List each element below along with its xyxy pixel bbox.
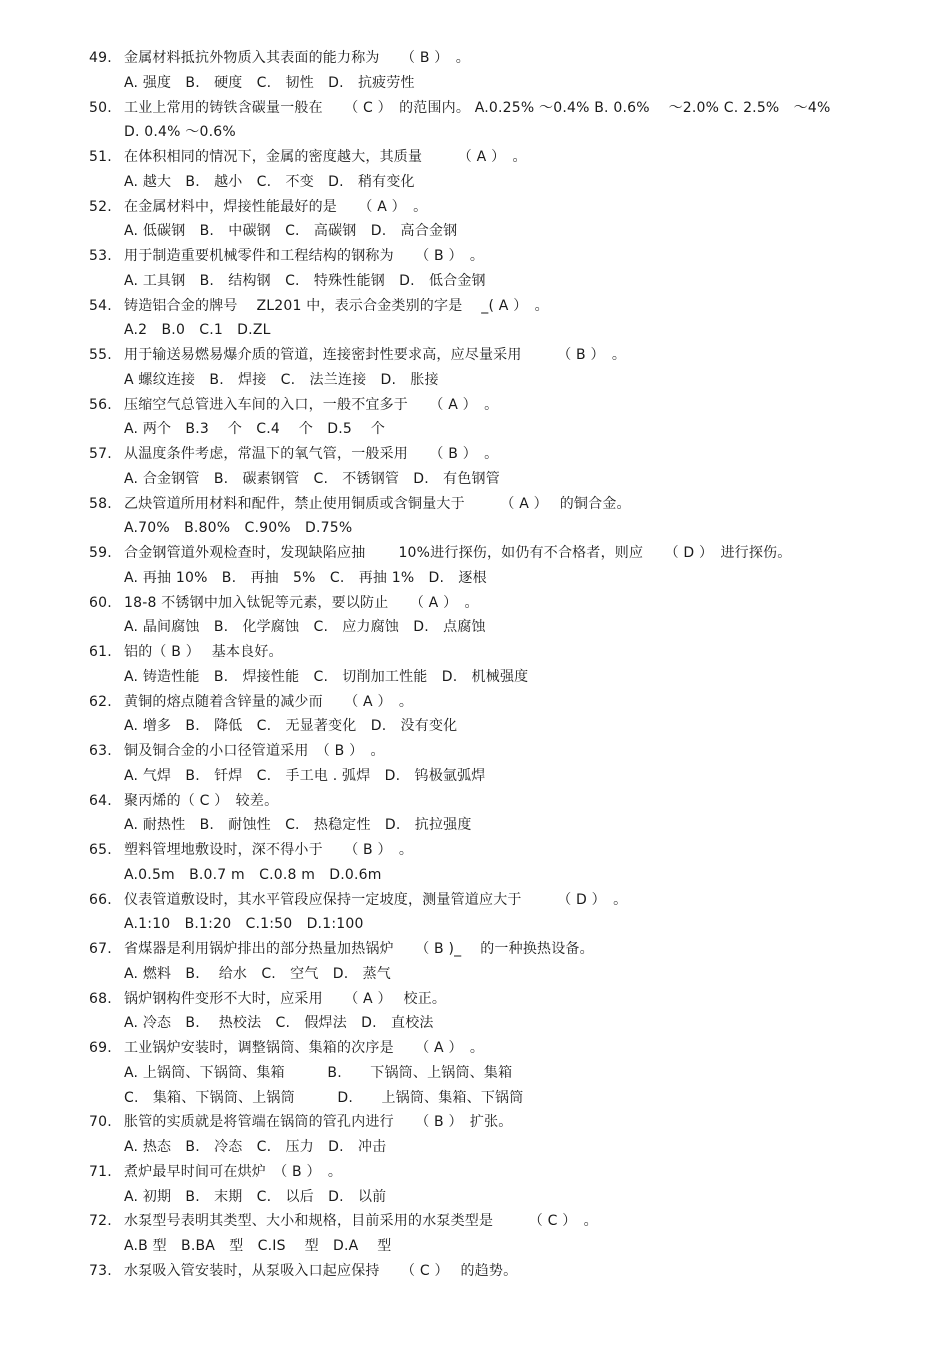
question-item (0, 294, 950, 344)
answer-options: A. 低碳钢 B. 中碳钢 C. 高碳钢 D. 高合金钢 (124, 223, 458, 240)
question-item (0, 937, 950, 987)
question-number: 52. (89, 198, 112, 215)
answer-options-line (0, 615, 950, 640)
question-text: 用于输送易燃易爆介质的管道，连接密封性要求高，应尽量采用 （ B ） 。 (124, 347, 627, 363)
answer-options: C. 集箱、下锅筒、上锅筒 D. 上锅筒、集箱、下锅筒 (124, 1089, 524, 1106)
question-stem-line (0, 343, 950, 368)
question-stem-line (0, 640, 950, 665)
question-number: 50. (89, 99, 112, 116)
question-text: 胀管的实质就是将管端在锅筒的管孔内进行 （ B ） 扩张。 (124, 1114, 513, 1131)
question-text: 金属材料抵抗外物质入其表面的能力称为 （ B ） 。 (124, 50, 470, 66)
question-text: 合金钢管道外观检查时，发现缺陷应抽 10%进行探伤，如仍有不合格者，则应 （ D ） 进行探伤。 (124, 545, 792, 561)
answer-options-line (0, 1185, 950, 1210)
question-text: 工业上常用的铸铁含碳量一般在 （ C ） 的范围内。 A.0.25% ～0.4% B. 0.6% ～2.0% C. 2.5% ～4% (124, 99, 831, 116)
question-text: 在金属材料中，焊接性能最好的是 （ A ） 。 (124, 198, 428, 215)
question-stem-line (0, 1259, 950, 1284)
question-item (0, 888, 950, 938)
answer-options-line (0, 71, 950, 96)
question-text: 铝的（ B ） 基本良好。 (124, 644, 283, 660)
question-number: 57. (89, 446, 112, 462)
question-number: 73. (89, 1262, 112, 1279)
answer-options: A. 强度 B. 硬度 C. 韧性 D. 抗疲劳性 (124, 74, 415, 91)
question-text: 乙炔管道所用材料和配件，禁止使用铜质或含铜量大于 （ A ） 的铜合金。 (124, 495, 631, 512)
answer-options: A. 热态 B. 冷态 C. 压力 D. 冲击 (124, 1139, 387, 1155)
question-text: 铸造铝合金的牌号 ZL201 中，表示合金类别的字是 _( A ） 。 (124, 297, 549, 314)
answer-options: A. 晶间腐蚀 B. 化学腐蚀 C. 应力腐蚀 D. 点腐蚀 (124, 619, 486, 636)
answer-options-line (0, 170, 950, 195)
question-stem-line (0, 739, 950, 764)
question-item (0, 343, 950, 393)
question-item (0, 1036, 950, 1110)
answer-options: A.0.5m B.0.7 m C.0.8 m D.0.6m (124, 866, 382, 883)
answer-options: A.1:10 B.1:20 C.1:50 D.1:100 (124, 916, 364, 933)
answer-options-line (0, 417, 950, 442)
question-stem-line (0, 492, 950, 517)
question-number: 51. (89, 149, 112, 165)
question-item (0, 690, 950, 740)
question-text: 仪表管道敷设时，其水平管段应保持一定坡度，测量管道应大于 （ D ） 。 (124, 891, 628, 908)
question-item (0, 195, 950, 245)
question-item (0, 96, 950, 146)
question-item (0, 1259, 950, 1284)
question-stem-line (0, 1160, 950, 1185)
answer-options-line (0, 368, 950, 393)
question-text: 压缩空气总管进入车间的入口，一般不宜多于 （ A ） 。 (124, 396, 499, 413)
question-number: 58. (89, 495, 112, 512)
question-stem-line (0, 244, 950, 269)
answer-options-line (0, 912, 950, 937)
question-number: 69. (89, 1040, 112, 1056)
question-item (0, 393, 950, 443)
answer-options-line (0, 269, 950, 294)
answer-options: A. 铸造性能 B. 焊接性能 C. 切削加工性能 D. 机械强度 (124, 668, 529, 685)
answer-options-line (0, 1135, 950, 1160)
question-item (0, 541, 950, 591)
answer-options: A. 增多 B. 降低 C. 无显著变化 D. 没有变化 (124, 718, 458, 735)
question-stem-line (0, 541, 950, 566)
answer-options: A. 越大 B. 越小 C. 不变 D. 稍有变化 (124, 173, 415, 190)
question-text: 在体积相同的情况下，金属的密度越大，其质量 （ A ） 。 (124, 149, 527, 165)
answer-options-line (0, 566, 950, 591)
answer-options: A. 再抽 10% B. 再抽 5% C. 再抽 1% D. 逐根 (124, 569, 487, 586)
answer-options-line (0, 714, 950, 739)
answer-options-line (0, 1234, 950, 1259)
question-number: 60. (89, 594, 112, 611)
question-number: 68. (89, 990, 112, 1007)
answer-options-line (0, 813, 950, 838)
answer-options: A.2 B.0 C.1 D.ZL (124, 322, 271, 339)
answer-options-line (0, 665, 950, 690)
question-text: 水泵型号表明其类型、大小和规格，目前采用的水泵类型是 （ C ） 。 (124, 1213, 598, 1230)
question-number: 56. (89, 396, 112, 413)
answer-options-line (0, 1086, 950, 1111)
question-text: 锅炉钢构件变形不大时，应采用 （ A ） 校正。 (124, 990, 447, 1007)
question-stem-line (0, 195, 950, 220)
question-stem-line (0, 46, 950, 71)
question-number: 64. (89, 792, 112, 809)
question-number: 49. (89, 50, 112, 66)
question-item (0, 789, 950, 839)
answer-options: D. 0.4% ～0.6% (124, 124, 236, 141)
answer-options-line (0, 863, 950, 888)
question-stem-line (0, 393, 950, 418)
question-stem-line (0, 987, 950, 1012)
question-text: 塑料管埋地敷设时，深不得小于 （ B ） 。 (124, 842, 414, 858)
question-stem-line (0, 1209, 950, 1234)
question-number: 53. (89, 248, 112, 264)
answer-options: A. 上锅筒、下锅筒、集箱 B. 下锅筒、上锅筒、集箱 (124, 1064, 513, 1081)
answer-options-line (0, 516, 950, 541)
answer-options: A. 初期 B. 末期 C. 以后 D. 以前 (124, 1188, 387, 1205)
question-item (0, 244, 950, 294)
answer-options-line (0, 120, 950, 145)
question-number: 61. (89, 644, 112, 660)
question-stem-line (0, 1036, 950, 1061)
question-number: 65. (89, 842, 112, 858)
question-stem-line (0, 442, 950, 467)
question-list (0, 46, 950, 1284)
question-text: 工业锅炉安装时，调整锅筒、集箱的次序是 （ A ） 。 (124, 1040, 485, 1056)
question-text: 铜及铜合金的小口径管道采用 （ B ） 。 (124, 743, 385, 759)
answer-options: A. 燃料 B. 给水 C. 空气 D. 蒸气 (124, 965, 391, 982)
answer-options: A. 冷态 B. 热校法 C. 假焊法 D. 直校法 (124, 1015, 434, 1032)
question-number: 72. (89, 1213, 112, 1230)
question-number: 66. (89, 891, 112, 908)
question-item (0, 145, 950, 195)
question-item (0, 492, 950, 542)
question-number: 67. (89, 941, 112, 957)
question-item (0, 838, 950, 888)
answer-options: A. 耐热性 B. 耐蚀性 C. 热稳定性 D. 抗拉强度 (124, 817, 472, 834)
question-stem-line (0, 96, 950, 121)
question-number: 70. (89, 1114, 112, 1131)
answer-options-line (0, 1011, 950, 1036)
question-item (0, 987, 950, 1037)
question-stem-line (0, 294, 950, 319)
answer-options-line (0, 1061, 950, 1086)
question-stem-line (0, 145, 950, 170)
answer-options-line (0, 764, 950, 789)
answer-options: A.70% B.80% C.90% D.75% (124, 520, 353, 537)
question-text: 省煤器是利用锅炉排出的部分热量加热锅炉 （ B )_ 的一种换热设备。 (124, 941, 594, 957)
answer-options-line (0, 962, 950, 987)
answer-options: A. 合金钢管 B. 碳素钢管 C. 不锈钢管 D. 有色钢管 (124, 470, 500, 487)
question-text: 用于制造重要机械零件和工程结构的钢称为 （ B ） 。 (124, 248, 485, 264)
question-stem-line (0, 937, 950, 962)
question-number: 59. (89, 545, 112, 561)
question-number: 63. (89, 743, 112, 759)
question-item (0, 1160, 950, 1210)
answer-options: A. 气焊 B. 钎焊 C. 手工电 . 弧焊 D. 钨极氩弧焊 (124, 767, 486, 784)
answer-options-line (0, 219, 950, 244)
question-text: 聚丙烯的（ C ） 较差。 (124, 792, 279, 809)
question-item (0, 1209, 950, 1259)
question-text: 煮炉最早时间可在烘炉 （ B ） 。 (124, 1163, 343, 1180)
question-number: 71. (89, 1163, 112, 1180)
question-stem-line (0, 838, 950, 863)
answer-options: A 螺纹连接 B. 焊接 C. 法兰连接 D. 胀接 (124, 371, 439, 388)
question-stem-line (0, 690, 950, 715)
question-text: 水泵吸入管安装时，从泵吸入口起应保持 （ C ） 的趋势。 (124, 1262, 518, 1279)
question-item (0, 1110, 950, 1160)
answer-options-line (0, 467, 950, 492)
question-item (0, 591, 950, 641)
question-text: 18-8 不锈钢中加入钛铌等元素，要以防止 （ A ） 。 (124, 594, 479, 611)
question-text: 从温度条件考虑，常温下的氧气管，一般采用 （ B ） 。 (124, 446, 499, 462)
question-number: 62. (89, 693, 112, 710)
question-stem-line (0, 591, 950, 616)
answer-options-line (0, 318, 950, 343)
answer-options: A. 两个 B.3 个 C.4 个 D.5 个 (124, 421, 386, 438)
answer-options: A. 工具钢 B. 结构钢 C. 特殊性能钢 D. 低合金钢 (124, 272, 486, 289)
question-item (0, 46, 950, 96)
question-stem-line (0, 789, 950, 814)
question-number: 55. (89, 347, 112, 363)
question-number: 54. (89, 297, 112, 314)
question-text: 黄铜的熔点随着含锌量的减少而 （ A ） 。 (124, 693, 414, 710)
question-stem-line (0, 888, 950, 913)
question-item (0, 739, 950, 789)
question-item (0, 442, 950, 492)
question-item (0, 640, 950, 690)
answer-options: A.B 型 B.BA 型 C.IS 型 D.A 型 (124, 1238, 392, 1254)
question-stem-line (0, 1110, 950, 1135)
